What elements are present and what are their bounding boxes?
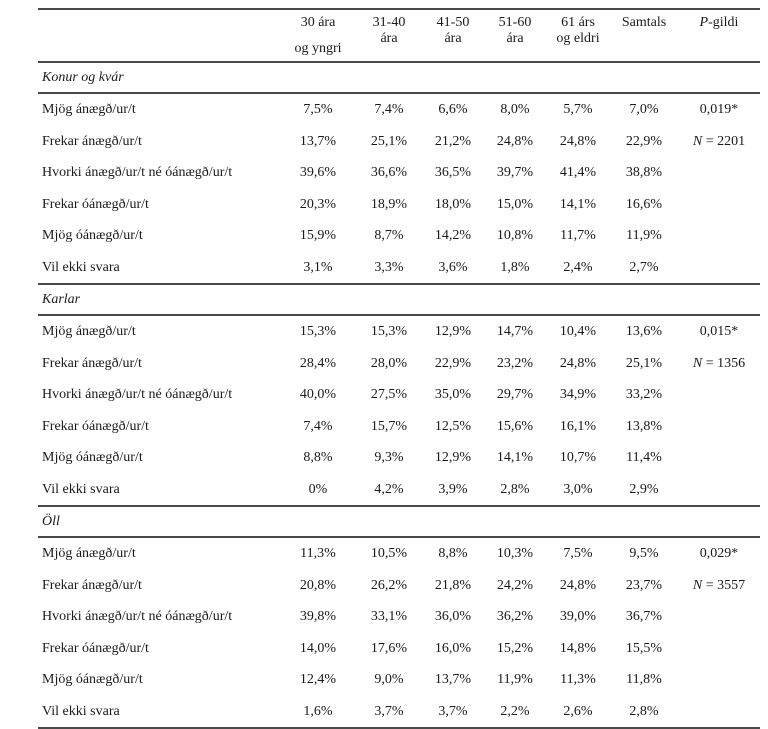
value-cell: 13,7% bbox=[299, 133, 337, 149]
header-line: Samtals bbox=[621, 15, 667, 30]
value-cell: 14,1% bbox=[559, 196, 597, 212]
section-header-row bbox=[38, 62, 760, 93]
value-cell: 10,4% bbox=[559, 324, 597, 340]
n-value: = 1356 bbox=[702, 355, 746, 371]
stat-cell-empty bbox=[678, 696, 760, 729]
section-title: Karlar bbox=[38, 284, 760, 315]
value-cell: 36,2% bbox=[496, 609, 534, 625]
value-cell: 18,0% bbox=[434, 196, 472, 212]
row-label: Frekar óánægð/ur/t bbox=[42, 196, 149, 212]
header-row bbox=[38, 9, 760, 62]
value-cell: 13,8% bbox=[625, 418, 663, 434]
value-cell: 1,8% bbox=[500, 259, 530, 275]
value-cell: 14,0% bbox=[299, 640, 337, 656]
value-cell: 39,0% bbox=[559, 609, 597, 625]
table-row bbox=[38, 315, 760, 348]
value-cell: 8,8% bbox=[303, 450, 333, 466]
row-label: Vil ekki svara bbox=[42, 481, 120, 497]
header-spacer bbox=[38, 9, 280, 62]
value-cell: 36,5% bbox=[434, 165, 472, 181]
value-cell: 10,8% bbox=[496, 228, 534, 244]
stat-cell-empty bbox=[678, 252, 760, 285]
value-cell: 2,4% bbox=[563, 259, 593, 275]
value-cell: 15,5% bbox=[625, 640, 663, 656]
row-label: Frekar ánægð/ur/t bbox=[42, 133, 142, 149]
stat-cell-empty bbox=[678, 633, 760, 665]
value-cell: 5,7% bbox=[563, 102, 593, 118]
value-cell: 17,6% bbox=[370, 640, 408, 656]
stat-cell-empty bbox=[678, 379, 760, 411]
table-row bbox=[38, 411, 760, 443]
value-cell: 36,6% bbox=[370, 165, 408, 181]
table-row bbox=[38, 126, 760, 158]
value-cell: 14,2% bbox=[434, 228, 472, 244]
value-cell: 34,9% bbox=[559, 387, 597, 403]
n-value: = 2201 bbox=[702, 133, 746, 149]
value-cell: 25,1% bbox=[625, 355, 663, 371]
value-cell: 39,7% bbox=[496, 165, 534, 181]
table-row bbox=[38, 220, 760, 252]
value-cell: 15,3% bbox=[370, 324, 408, 340]
stat-cell-empty bbox=[678, 157, 760, 189]
value-cell: 24,8% bbox=[559, 133, 597, 149]
header-line: 30 ára bbox=[300, 15, 336, 30]
value-cell: 36,0% bbox=[434, 609, 472, 625]
row-label: Mjög ánægð/ur/t bbox=[42, 546, 136, 562]
header-line: og yngri bbox=[294, 41, 342, 56]
value-cell: 2,6% bbox=[563, 703, 593, 719]
value-cell: 39,8% bbox=[299, 609, 337, 625]
value-cell: 36,7% bbox=[625, 609, 663, 625]
value-cell: 40,0% bbox=[299, 387, 337, 403]
header-col-41-50 bbox=[422, 9, 484, 62]
value-cell: 15,7% bbox=[370, 418, 408, 434]
value-cell: 25,1% bbox=[370, 133, 408, 149]
n-symbol: N bbox=[692, 355, 703, 371]
value-cell: 29,7% bbox=[496, 387, 534, 403]
value-cell: 11,8% bbox=[626, 672, 662, 688]
value-cell: 11,7% bbox=[560, 228, 596, 244]
section-header-row bbox=[38, 506, 760, 537]
value-cell: 15,0% bbox=[496, 196, 534, 212]
header-col-31-40 bbox=[356, 9, 422, 62]
value-cell: 3,7% bbox=[438, 703, 468, 719]
value-cell: 3,0% bbox=[563, 481, 593, 497]
value-cell: 7,0% bbox=[629, 102, 659, 118]
value-cell: 2,7% bbox=[629, 259, 659, 275]
value-cell: 22,9% bbox=[625, 133, 663, 149]
header-col-61-and-older bbox=[546, 9, 610, 62]
header-line: 31-40 bbox=[372, 15, 406, 30]
value-cell: 16,6% bbox=[625, 196, 663, 212]
value-cell: 4,2% bbox=[374, 481, 404, 497]
value-cell: 7,5% bbox=[303, 102, 333, 118]
value-cell: 11,4% bbox=[626, 450, 662, 466]
value-cell: 14,7% bbox=[496, 324, 534, 340]
value-cell: 8,7% bbox=[374, 228, 404, 244]
stat-cell-empty bbox=[678, 411, 760, 443]
value-cell: 11,9% bbox=[626, 228, 662, 244]
value-cell: 6,6% bbox=[438, 102, 468, 118]
value-cell: 3,6% bbox=[438, 259, 468, 275]
stat-cell-empty bbox=[678, 474, 760, 507]
table-row bbox=[38, 442, 760, 474]
value-cell: 23,2% bbox=[496, 355, 534, 371]
p-symbol: P bbox=[699, 15, 709, 30]
value-cell: 18,9% bbox=[370, 196, 408, 212]
row-label: Hvorki ánægð/ur/t né óánægð/ur/t bbox=[42, 609, 233, 625]
value-cell: 12,5% bbox=[434, 418, 472, 434]
value-cell: 2,8% bbox=[629, 703, 659, 719]
row-label: Mjög óánægð/ur/t bbox=[42, 228, 143, 244]
section-title: Konur og kvár bbox=[38, 62, 760, 93]
value-cell: 21,2% bbox=[434, 133, 472, 149]
value-cell: 24,2% bbox=[496, 577, 534, 593]
header-col-total bbox=[610, 9, 678, 62]
section-header-row bbox=[38, 284, 760, 315]
table-header bbox=[38, 9, 760, 62]
value-cell: 13,7% bbox=[434, 672, 472, 688]
table-row bbox=[38, 601, 760, 633]
value-cell: 1,6% bbox=[303, 703, 333, 719]
value-cell: 35,0% bbox=[434, 387, 472, 403]
table-row bbox=[38, 474, 760, 507]
value-cell: 13,6% bbox=[625, 324, 663, 340]
p-label-rest: -gildi bbox=[708, 15, 739, 30]
table-row bbox=[38, 157, 760, 189]
table-row bbox=[38, 570, 760, 602]
table-row bbox=[38, 252, 760, 285]
header-col-30-and-younger bbox=[280, 9, 356, 62]
header-line: 51-60 bbox=[498, 15, 532, 30]
value-cell: 16,1% bbox=[559, 418, 597, 434]
table-row bbox=[38, 696, 760, 729]
value-cell: 23,7% bbox=[625, 577, 663, 593]
p-value-cell: 0,019* bbox=[699, 102, 739, 118]
value-cell: 12,4% bbox=[299, 672, 337, 688]
stat-cell-empty bbox=[678, 220, 760, 252]
stat-cell-empty bbox=[678, 189, 760, 221]
value-cell: 27,5% bbox=[370, 387, 408, 403]
value-cell: 33,2% bbox=[625, 387, 663, 403]
value-cell: 9,5% bbox=[629, 546, 659, 562]
value-cell: 28,4% bbox=[299, 355, 337, 371]
row-label: Hvorki ánægð/ur/t né óánægð/ur/t bbox=[42, 387, 233, 403]
value-cell: 12,9% bbox=[434, 324, 472, 340]
value-cell: 11,9% bbox=[497, 672, 533, 688]
value-cell: 33,1% bbox=[370, 609, 408, 625]
row-label: Frekar óánægð/ur/t bbox=[42, 418, 149, 434]
value-cell: 24,8% bbox=[559, 577, 597, 593]
row-label: Mjög ánægð/ur/t bbox=[42, 102, 136, 118]
value-cell: 2,2% bbox=[500, 703, 530, 719]
row-label: Vil ekki svara bbox=[42, 259, 120, 275]
value-cell: 3,3% bbox=[374, 259, 404, 275]
value-cell: 0% bbox=[308, 481, 328, 497]
value-cell: 2,8% bbox=[500, 481, 530, 497]
stat-cell-empty bbox=[678, 442, 760, 474]
value-cell: 24,8% bbox=[559, 355, 597, 371]
value-cell: 3,7% bbox=[374, 703, 404, 719]
header-line: ára bbox=[380, 31, 398, 46]
row-label: Hvorki ánægð/ur/t né óánægð/ur/t bbox=[42, 165, 233, 181]
p-value-cell: 0,029* bbox=[699, 546, 739, 562]
header-line: 41-50 bbox=[436, 15, 470, 30]
value-cell: 10,5% bbox=[370, 546, 408, 562]
row-label: Mjög óánægð/ur/t bbox=[42, 450, 143, 466]
sample-size-cell bbox=[678, 126, 760, 158]
header-col-p-value bbox=[678, 9, 760, 62]
table-row bbox=[38, 348, 760, 380]
row-label: Vil ekki svara bbox=[42, 703, 120, 719]
p-value-cell: 0,015* bbox=[699, 324, 739, 340]
table-row bbox=[38, 93, 760, 126]
header-line bbox=[678, 15, 760, 31]
sample-size-cell bbox=[678, 348, 760, 380]
value-cell: 20,3% bbox=[299, 196, 337, 212]
row-label: Mjög ánægð/ur/t bbox=[42, 324, 136, 340]
n-value: = 3557 bbox=[702, 577, 746, 593]
value-cell: 15,3% bbox=[299, 324, 337, 340]
table-row bbox=[38, 633, 760, 665]
satisfaction-by-age-table bbox=[38, 8, 760, 729]
n-symbol: N bbox=[692, 133, 703, 149]
header-line: og eldri bbox=[556, 31, 600, 46]
header-col-51-60 bbox=[484, 9, 546, 62]
value-cell: 22,9% bbox=[434, 355, 472, 371]
row-label: Frekar ánægð/ur/t bbox=[42, 577, 142, 593]
table-body bbox=[38, 62, 760, 728]
value-cell: 41,4% bbox=[559, 165, 597, 181]
section-title: Öll bbox=[38, 506, 760, 537]
header-line: ára bbox=[506, 31, 524, 46]
value-cell: 38,8% bbox=[625, 165, 663, 181]
value-cell: 7,5% bbox=[563, 546, 593, 562]
value-cell: 15,6% bbox=[496, 418, 534, 434]
header-line: ára bbox=[444, 31, 462, 46]
value-cell: 28,0% bbox=[370, 355, 408, 371]
value-cell: 9,0% bbox=[374, 672, 404, 688]
row-label: Mjög óánægð/ur/t bbox=[42, 672, 143, 688]
value-cell: 7,4% bbox=[303, 418, 333, 434]
value-cell: 11,3% bbox=[560, 672, 596, 688]
value-cell: 15,2% bbox=[496, 640, 534, 656]
table-row bbox=[38, 189, 760, 221]
value-cell: 21,8% bbox=[434, 577, 472, 593]
value-cell: 7,4% bbox=[374, 102, 404, 118]
value-cell: 39,6% bbox=[299, 165, 337, 181]
sample-size-cell bbox=[678, 570, 760, 602]
value-cell: 2,9% bbox=[629, 481, 659, 497]
row-label: Frekar óánægð/ur/t bbox=[42, 640, 149, 656]
value-cell: 14,8% bbox=[559, 640, 597, 656]
value-cell: 14,1% bbox=[496, 450, 534, 466]
n-symbol: N bbox=[692, 577, 703, 593]
value-cell: 10,7% bbox=[559, 450, 597, 466]
stat-cell-empty bbox=[678, 601, 760, 633]
table-row bbox=[38, 537, 760, 570]
value-cell: 15,9% bbox=[299, 228, 337, 244]
header-line: 61 árs bbox=[561, 15, 595, 30]
value-cell: 26,2% bbox=[370, 577, 408, 593]
value-cell: 11,3% bbox=[300, 546, 336, 562]
value-cell: 3,1% bbox=[303, 259, 333, 275]
row-label: Frekar ánægð/ur/t bbox=[42, 355, 142, 371]
value-cell: 12,9% bbox=[434, 450, 472, 466]
value-cell: 10,3% bbox=[496, 546, 534, 562]
value-cell: 16,0% bbox=[434, 640, 472, 656]
value-cell: 8,0% bbox=[500, 102, 530, 118]
value-cell: 24,8% bbox=[496, 133, 534, 149]
value-cell: 20,8% bbox=[299, 577, 337, 593]
value-cell: 8,8% bbox=[438, 546, 468, 562]
value-cell: 3,9% bbox=[438, 481, 468, 497]
table-row bbox=[38, 379, 760, 411]
value-cell: 9,3% bbox=[374, 450, 404, 466]
